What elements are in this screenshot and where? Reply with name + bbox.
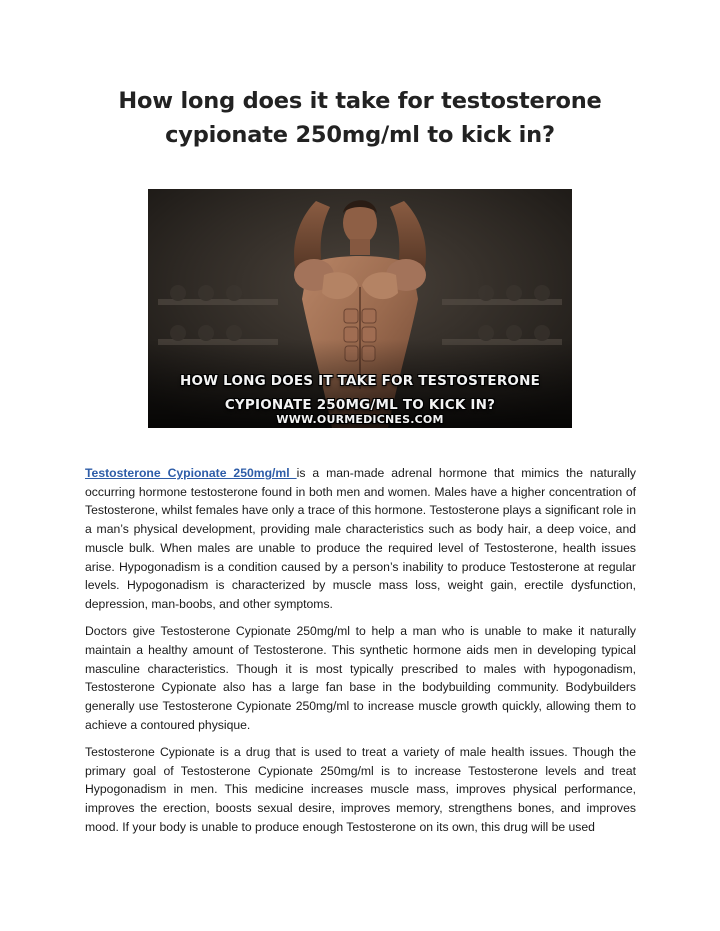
hero-caption-line-2: CYPIONATE 250MG/ML TO KICK IN?	[224, 397, 496, 413]
hero-photo-illustration	[148, 189, 572, 428]
paragraph-2: Doctors give Testosterone Cypionate 250mg/ml to help a man who is unable to make it naturally maintain a healthy amount of Testosterone. This synthetic hormone aids men in developing typical masculine characteristics. Though it is most typically prescribed to males with hypogonadism, Testosterone Cypionate also has a large fan base in the bodybuilding community. Bodybuilders generally use Testosterone Cypionate 250mg/ml to increase muscle growth quickly, allowing them to achieve a contoured physique.	[85, 624, 636, 732]
paragraph-1	[85, 464, 636, 614]
paragraph-3: Testosterone Cypionate is a drug that is used to treat a variety of male health issues. Though the primary goal of Testosterone Cypionate 250mg/ml is to increase Testosterone levels and treat Hypogonadism in men. This medicine increases muscle mass, improves physical performance, improves the erection, boosts sexual desire, improves memory, strengthens bones, and improves mood. If your body is unable to produce enough Testosterone on its own, this drug will be used	[85, 744, 636, 834]
article-body	[85, 464, 636, 845]
page-title-line-1: How long does it take for testosterone	[118, 88, 602, 114]
hero-image	[148, 189, 572, 428]
hero-caption-line-1: HOW LONG DOES IT TAKE FOR TESTOSTERONE	[179, 373, 541, 389]
testosterone-cypionate-link[interactable]: Testosterone Cypionate 250mg/ml	[85, 466, 297, 480]
page-title	[60, 84, 660, 152]
hero-caption-url: WWW.OURMEDICNES.COM	[276, 413, 444, 426]
paragraph-1-text: is a man-made adrenal hormone that mimics the naturally occurring hormone testosterone found in both men and women. Males have a higher concentration of Testosterone, whilst females have only a trace of this hormone. Testosterone plays a significant role in a man’s physical development, providing male characteristics such as body hair, a deep voice, and muscle bulk. When males are unable to produce the required level of Testosterone, health issues arise. Hypogonadism is a condition caused by a person’s inability to produce Testosterone at regular levels. Hypogonadism is characterized by muscle mass loss, weight gain, erectile dysfunction, depression, man-boobs, and other symptoms.	[85, 466, 636, 611]
page-title-line-2: cypionate 250mg/ml to kick in?	[165, 122, 555, 148]
